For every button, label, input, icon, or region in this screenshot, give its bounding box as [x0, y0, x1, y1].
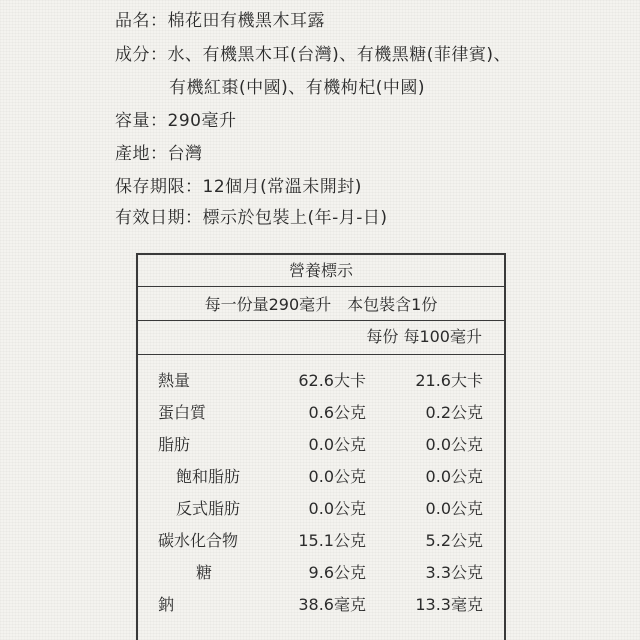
nutrient-row-sodium [138, 593, 504, 617]
serving-info: 每一份量290毫升 本包裝含1份 [204, 295, 438, 314]
nutrient-name: 碳水化合物 [158, 531, 239, 550]
column-header: 每份 每100毫升 [366, 327, 482, 346]
nutrition-title: 營養標示 [288, 261, 353, 280]
nutrient-row-saturated-fat [138, 465, 504, 489]
nutrient-per-100ml: 3.3公克 [425, 563, 483, 582]
nutrient-per-serving: 0.0公克 [308, 467, 366, 486]
nutrient-row-calories [138, 369, 504, 393]
nutrient-per-serving: 62.6大卡 [298, 371, 366, 390]
ingredients-line-1: 成分：水、有機黑木耳(台灣)、有機黑糖(菲律賓)、 [115, 45, 512, 65]
nutrient-per-serving: 0.0公克 [308, 499, 366, 518]
nutrient-name: 蛋白質 [158, 403, 207, 422]
nutrient-name: 飽和脂肪 [176, 467, 241, 486]
divider [138, 320, 504, 321]
divider [138, 354, 504, 355]
nutrient-name: 反式脂肪 [176, 499, 241, 518]
nutrition-facts-panel [136, 253, 506, 640]
nutrient-name: 脂肪 [158, 435, 191, 454]
nutrient-per-serving: 9.6公克 [308, 563, 366, 582]
nutrient-per-100ml: 13.3毫克 [415, 595, 483, 614]
nutrient-name: 鈉 [158, 595, 175, 614]
divider [138, 286, 504, 287]
nutrient-per-100ml: 0.0公克 [425, 499, 483, 518]
nutrient-per-100ml: 0.0公克 [425, 467, 483, 486]
nutrient-per-serving: 0.6公克 [308, 403, 366, 422]
nutrient-per-100ml: 0.0公克 [425, 435, 483, 454]
nutrient-per-100ml: 0.2公克 [425, 403, 483, 422]
nutrient-row-fat [138, 433, 504, 457]
nutrient-row-trans-fat [138, 497, 504, 521]
nutrient-name: 熱量 [158, 371, 191, 390]
nutrient-per-100ml: 21.6大卡 [415, 371, 483, 390]
product-name: 品名：棉花田有機黑木耳露 [115, 11, 325, 31]
nutrient-name: 糖 [196, 563, 213, 582]
nutrient-per-100ml: 5.2公克 [425, 531, 483, 550]
nutrient-per-serving: 15.1公克 [298, 531, 366, 550]
ingredients-line-2: 有機紅棗(中國)、有機枸杞(中國) [169, 78, 426, 98]
nutrient-row-protein [138, 401, 504, 425]
shelf-life: 保存期限：12個月(常溫未開封) [115, 177, 362, 197]
nutrient-per-serving: 38.6毫克 [298, 595, 366, 614]
nutrient-per-serving: 0.0公克 [308, 435, 366, 454]
nutrient-row-sugar [138, 561, 504, 585]
nutrient-row-carbohydrate [138, 529, 504, 553]
origin: 產地：台灣 [115, 144, 203, 164]
expiry-date: 有效日期：標示於包裝上(年-月-日) [115, 208, 388, 228]
volume: 容量：290毫升 [115, 111, 237, 131]
